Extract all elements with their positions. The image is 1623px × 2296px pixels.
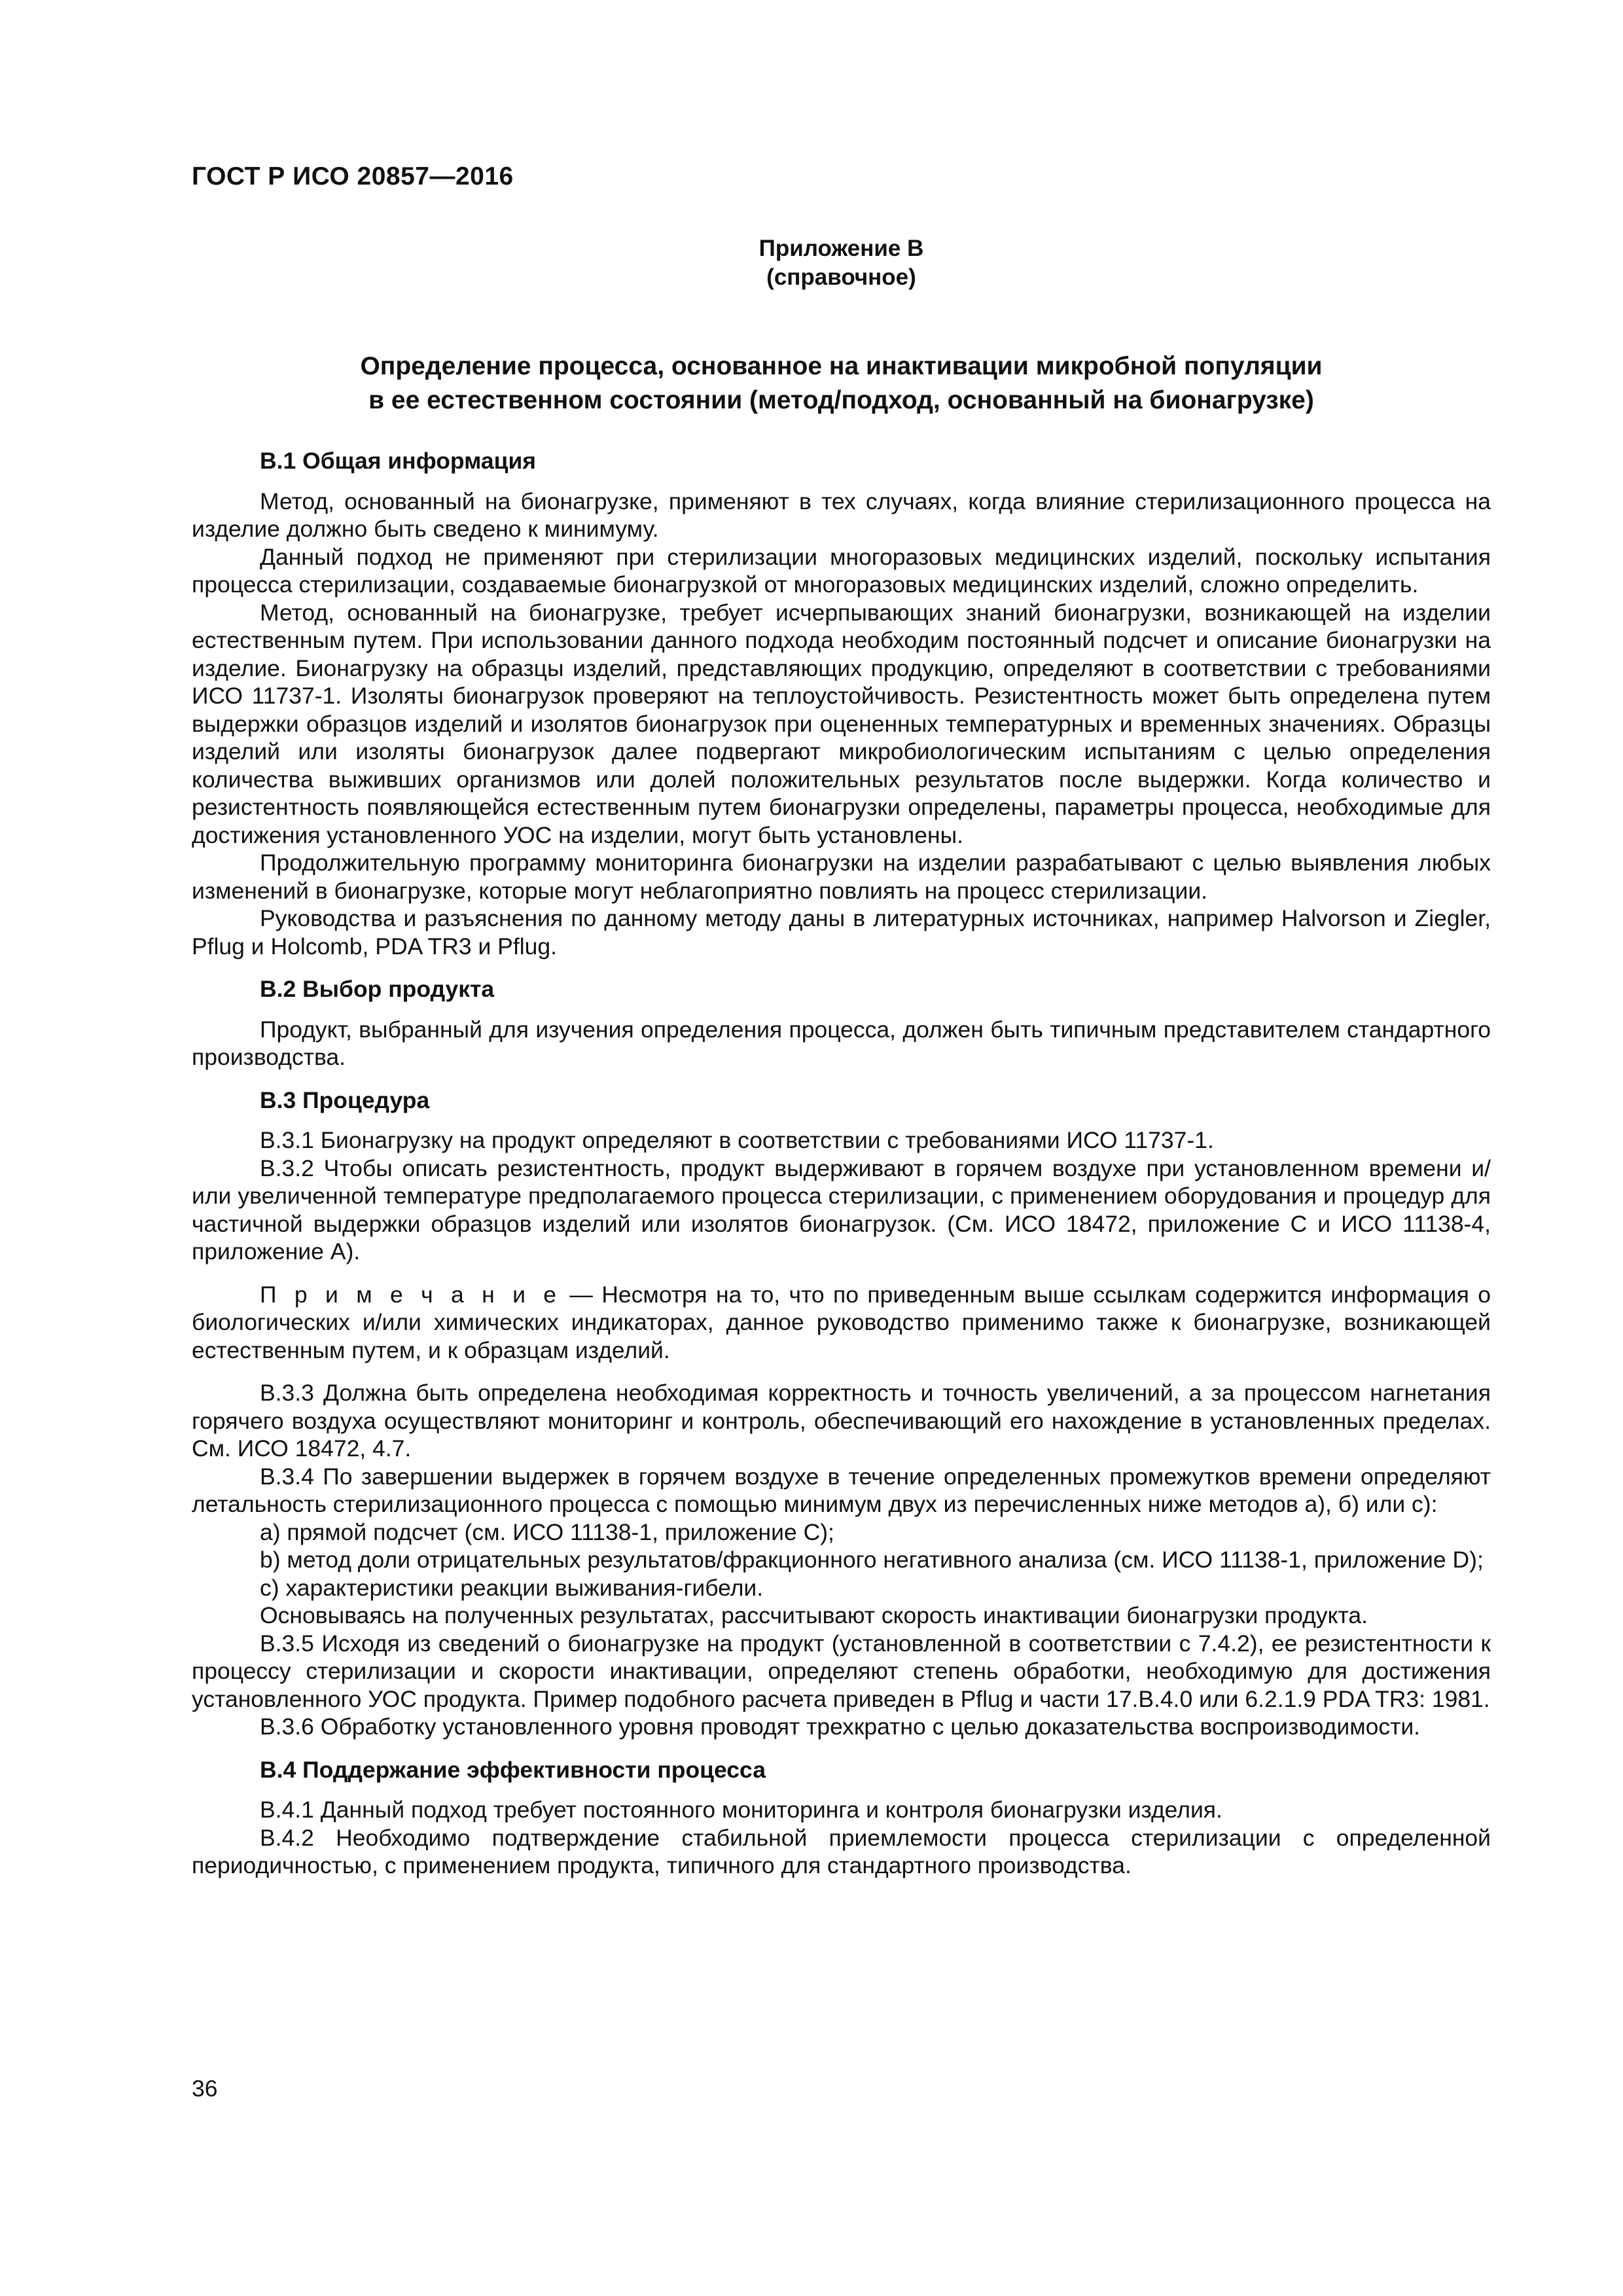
section-heading-b1: В.1 Общая информация bbox=[260, 448, 537, 474]
paragraph: Метод, основанный на бионагрузке, применяют в тех случаях, когда влияние стерилизационного процесса на изделие должно быть сведено к минимуму. bbox=[192, 488, 1491, 542]
paragraph: В.3.6 Обработку установленного уровня проводят трехкратно с целью доказательства воспроизводимости. bbox=[260, 1713, 1421, 1740]
note-text: — Несмотря на то, что по приведенным выше ссылкам содержится информация о биологических и/или химических индикаторах, данное руководство применимо также к бионагрузке, возникающей естественным путем, и к образцам изделий. bbox=[192, 1281, 1491, 1363]
appendix-heading bbox=[192, 234, 1491, 292]
paragraph: В.3.3 Должна быть определена необходимая корректность и точность увеличений, а за процессом нагнетания горячего воздуха осуществляют мониторинг и контроль, обеспечивающий его нахождение в установленных пределах. См. ИСО 18472, 4.7. bbox=[192, 1380, 1491, 1462]
document-title bbox=[192, 350, 1491, 418]
paragraph: В.4.2 Необходимо подтверждение стабильной приемлемости процесса стерилизации с определенной периодичностью, с применением продукта, типичного для стандартного производства. bbox=[192, 1824, 1491, 1878]
section-heading-b4: В.4 Поддержание эффективности процесса bbox=[260, 1756, 766, 1783]
paragraph: Руководства и разъяснения по данному методу даны в литературных источниках, например Halvorson и Ziegler, Pflug и Holcomb, PDA TR3 и Pflug. bbox=[192, 905, 1491, 960]
appendix-type: (справочное) bbox=[766, 264, 916, 290]
paragraph: В.3.4 По завершении выдержек в горячем воздухе в течение определенных промежутков времени определяют летальность стерилизационного процесса с помощью минимум двух из перечисленных ниже методов а), б) или с): bbox=[192, 1463, 1491, 1517]
paragraph: В.4.1 Данный подход требует постоянного мониторинга и контроля бионагрузки изделия. bbox=[260, 1797, 1222, 1823]
document-body bbox=[192, 447, 1491, 1880]
title-line-1: Определение процесса, основанное на инактивации микробной популяции bbox=[360, 352, 1323, 380]
page-number: 36 bbox=[192, 2075, 218, 2102]
paragraph: Метод, основанный на бионагрузке, требует исчерпывающих знаний бионагрузки, возникающей на изделии естественным путем. При использовании данного подхода необходим постоянный подсчет и описание бионагрузки на изделие. Бионагрузку на образцы изделий, представляющих продукцию, определяют в соответствии с требованиями ИСО 11737-1. Изоляты бионагрузок проверяют на теплоустойчивость. Резистентность может быть определена путем выдержки образцов изделий и изолятов бионагрузок при оцененных температурных и временных значениях. Образцы изделий или изоляты бионагрузок далее подвергают микробиологическим испытаниям с целью определения количества выживших организмов или долей положительных результатов после выдержки. Когда количество и резистентность появляющейся естественным путем бионагрузки определены, параметры процесса, необходимые для достижения установленного УОС на изделии, могут быть установлены. bbox=[192, 599, 1491, 848]
note-label: П р и м е ч а н и е bbox=[260, 1281, 562, 1308]
list-item: c) характеристики реакции выживания-гибели. bbox=[260, 1574, 764, 1601]
paragraph: В.3.5 Исходя из сведений о бионагрузке на продукт (установленной в соответствии с 7.4.2), ее резистентности к процессу стерилизации и скорости инактивации, определяют степень обработки, необходимую для достижения установленного УОС продукта. Пример подобного расчета приведен в Pflug и части 17.В.4.0 или 6.2.1.9 PDA TR3: 1981. bbox=[192, 1630, 1491, 1712]
paragraph: В.3.2 Чтобы описать резистентность, продукт выдерживают в горячем воздухе при установленном времени и/или увеличенной температуре предполагаемого процесса стерилизации, с применением оборудования и процедур для частичной выдержки образцов изделий или изолятов бионагрузок. (См. ИСО 18472, приложение С и ИСО 11138-4, приложение А). bbox=[192, 1155, 1491, 1265]
list-item: a) прямой подсчет (см. ИСО 11138-1, приложение С); bbox=[260, 1518, 834, 1545]
paragraph: Основываясь на полученных результатах, рассчитывают скорость инактивации бионагрузки продукта. bbox=[260, 1602, 1368, 1628]
section-heading-b3: В.3 Процедура bbox=[260, 1086, 430, 1113]
appendix-label: Приложение В bbox=[758, 236, 924, 261]
paragraph: Продолжительную программу мониторинга бионагрузки на изделии разрабатывают с целью выявления любых изменений в бионагрузке, которые могут неблагоприятно повлиять на процесс стерилизации. bbox=[192, 850, 1491, 904]
title-line-2: в ее естественном состоянии (метод/подход, основанный на бионагрузке) bbox=[368, 386, 1314, 414]
list-item: b) метод доли отрицательных результатов/фракционного негативного анализа (см. ИСО 11138-1, приложение D); bbox=[260, 1547, 1484, 1573]
paragraph: В.3.1 Бионагрузку на продукт определяют в соответствии с требованиями ИСО 11737-1. bbox=[260, 1127, 1214, 1153]
paragraph: Продукт, выбранный для изучения определения процесса, должен быть типичным представителем стандартного производства. bbox=[192, 1016, 1491, 1070]
paragraph: Данный подход не применяют при стерилизации многоразовых медицинских изделий, поскольку испытания процесса стерилизации, создаваемые бионагрузкой от многоразовых медицинских изделий, сложно определить. bbox=[192, 543, 1491, 598]
note-paragraph bbox=[192, 1281, 1491, 1365]
section-heading-b2: В.2 Выбор продукта bbox=[260, 976, 495, 1002]
standard-id-header: ГОСТ Р ИСО 20857—2016 bbox=[192, 162, 514, 190]
document-page bbox=[192, 0, 1491, 2296]
